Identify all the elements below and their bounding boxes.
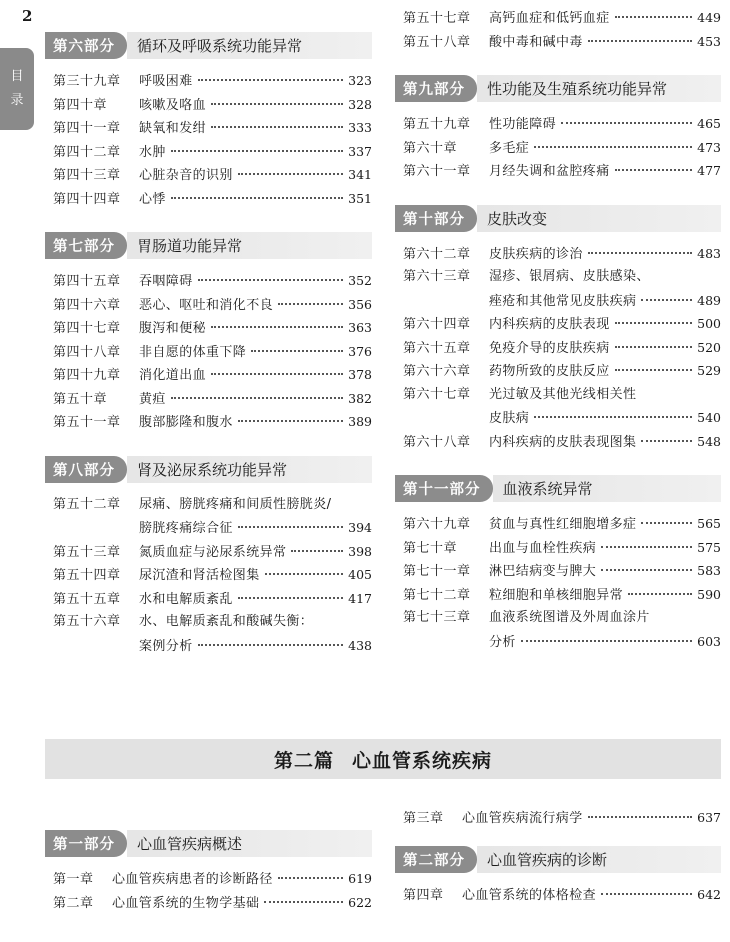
toc-entry <box>395 806 721 830</box>
page-ref: 449 <box>697 10 721 25</box>
chapter-title: 心脏杂音的识别 <box>139 168 233 183</box>
toc-entry <box>45 610 372 634</box>
part-label: 第六部分 <box>45 32 127 59</box>
chapter-title: 心血管疾病患者的诊断路径 <box>112 872 273 887</box>
volume-title: 心血管系统疾病 <box>352 749 493 772</box>
chapter-title: 吞咽障碍 <box>139 274 193 289</box>
page-ref: 417 <box>348 590 372 606</box>
part-label: 第二部分 <box>395 846 477 873</box>
section-gap <box>45 210 372 232</box>
chapter-number: 第四十六章 <box>53 297 121 313</box>
chapter-title: 黄疸 <box>139 391 166 407</box>
chapter-number: 第四十章 <box>53 97 108 113</box>
chapter-title: 腹部膨隆和腹水 <box>139 415 233 430</box>
part-header <box>395 846 721 873</box>
leader-dots <box>171 197 343 199</box>
part-title: 胃肠道功能异常 <box>127 232 372 259</box>
page-ref: 575 <box>697 539 721 555</box>
toc-entry <box>45 140 372 164</box>
chapter-title: 痤疮和其他常见皮肤疾病 <box>489 293 637 309</box>
chapter-title: 心悸 <box>139 191 166 207</box>
leader-dots <box>601 546 692 548</box>
chapter-title: 咳嗽及咯血 <box>139 97 207 113</box>
page-ref: 341 <box>348 167 372 182</box>
page-ref: 465 <box>697 116 721 131</box>
toc-entry <box>45 410 372 434</box>
toc-right-column-bottom <box>395 806 721 906</box>
leader-dots <box>171 397 343 399</box>
page-ref: 352 <box>348 273 372 288</box>
page-ref: 453 <box>697 33 721 49</box>
chapter-number: 第七十二章 <box>403 587 471 603</box>
toc-entry <box>45 69 372 93</box>
part-title: 性功能及生殖系统功能异常 <box>477 75 721 102</box>
leader-dots <box>628 593 692 595</box>
section-gap <box>395 53 721 75</box>
chapter-title: 尿沉渣和肾活检图集 <box>139 568 260 583</box>
part-title: 心血管疾病概述 <box>127 830 372 857</box>
chapter-number: 第六十三章 <box>403 269 471 284</box>
toc-entry <box>45 163 372 187</box>
chapter-number: 第六十七章 <box>403 386 471 402</box>
chapter-title: 月经失调和盆腔疼痛 <box>489 164 610 179</box>
chapter-title: 水和电解质紊乱 <box>139 591 233 607</box>
chapter-number: 第四十五章 <box>53 274 121 289</box>
chapter-title: 非自愿的体重下降 <box>139 344 247 360</box>
chapter-number: 第四十三章 <box>53 168 121 183</box>
toc-entry <box>45 493 372 517</box>
toc-entry <box>45 269 372 293</box>
chapter-number: 第六十四章 <box>403 317 471 332</box>
toc-entry <box>395 883 721 907</box>
chapter-title: 免疫介导的皮肤疾病 <box>489 340 610 356</box>
chapter-title: 粒细胞和单核细胞异常 <box>489 587 624 603</box>
toc-entry <box>45 867 372 891</box>
part-label: 第十部分 <box>395 205 477 232</box>
toc-entry <box>395 430 721 454</box>
page-ref: 603 <box>697 633 721 649</box>
page-ref: 378 <box>348 367 372 382</box>
leader-dots <box>601 893 692 895</box>
chapter-number: 第二章 <box>53 895 94 911</box>
chapter-number: 第五十一章 <box>53 415 121 430</box>
leader-dots <box>198 79 344 81</box>
chapter-title: 湿疹、银屑病、皮肤感染、 <box>489 269 650 284</box>
chapter-number: 第三十九章 <box>53 74 121 89</box>
page-ref: 619 <box>348 871 372 886</box>
leader-dots <box>601 569 692 571</box>
section-gap <box>395 453 721 475</box>
toc-entry <box>395 406 721 430</box>
toc-entry <box>45 516 372 540</box>
leader-dots <box>278 877 343 879</box>
chapter-title: 氮质血症与泌尿系统异常 <box>139 544 287 560</box>
page-ref: 389 <box>348 414 372 429</box>
page-ref: 500 <box>697 316 721 331</box>
toc-entry <box>45 387 372 411</box>
chapter-title: 血液系统图谱及外周血涂片 <box>489 610 650 625</box>
chapter-number: 第一章 <box>53 872 94 887</box>
page-ref: 565 <box>697 516 721 531</box>
chapter-title: 皮肤病 <box>489 411 530 426</box>
leader-dots <box>615 169 693 171</box>
chapter-number: 第四十九章 <box>53 368 121 383</box>
chapter-number: 第七十一章 <box>403 564 471 579</box>
volume-banner <box>45 739 721 779</box>
leader-dots <box>561 122 692 124</box>
toc-entry <box>45 340 372 364</box>
chapter-title: 尿痛、膀胱疼痛和间质性膀胱炎/ <box>139 496 332 512</box>
chapter-title: 恶心、呕吐和消化不良 <box>139 297 274 313</box>
chapter-number: 第六十一章 <box>403 164 471 179</box>
chapter-number: 第五十章 <box>53 391 108 407</box>
leader-dots <box>198 644 344 646</box>
page-ref: 438 <box>348 637 372 653</box>
leader-dots <box>641 299 692 301</box>
chapter-title: 分析 <box>489 634 516 650</box>
page-ref: 637 <box>697 810 721 825</box>
chapter-title: 药物所致的皮肤反应 <box>489 364 610 379</box>
chapter-title: 性功能障碍 <box>489 117 557 132</box>
chapter-number: 第五十三章 <box>53 544 121 560</box>
page-ref: 529 <box>697 363 721 378</box>
toc-right-column <box>395 6 721 653</box>
page-ref: 520 <box>697 339 721 355</box>
toc-entry <box>395 630 721 654</box>
toc-entry <box>45 634 372 658</box>
toc-entry <box>45 93 372 117</box>
chapter-title: 高钙血症和低钙血症 <box>489 11 610 26</box>
toc-entry <box>395 383 721 407</box>
page-ref: 489 <box>697 292 721 308</box>
leader-dots <box>588 252 692 254</box>
chapter-title: 消化道出血 <box>139 368 207 383</box>
page-ref: 405 <box>348 567 372 582</box>
page-ref: 590 <box>697 586 721 602</box>
part-label: 第一部分 <box>45 830 127 857</box>
toc-entry <box>395 112 721 136</box>
chapter-title: 呼吸困难 <box>139 74 193 89</box>
toc-entry <box>395 359 721 383</box>
page-ref: 328 <box>348 96 372 112</box>
page-ref: 642 <box>697 886 721 902</box>
part-title: 心血管疾病的诊断 <box>477 846 721 873</box>
chapter-title: 心血管系统的生物学基础 <box>112 895 260 911</box>
leader-dots <box>238 597 343 599</box>
page-ref: 382 <box>348 390 372 406</box>
page-ref: 483 <box>697 245 721 261</box>
part-header <box>395 75 721 102</box>
leader-dots <box>211 103 343 105</box>
toc-entry <box>395 512 721 536</box>
part-header <box>45 232 372 259</box>
section-gap <box>395 183 721 205</box>
chapter-number: 第六十八章 <box>403 434 471 450</box>
toc-entry <box>45 293 372 317</box>
chapter-number: 第四十七章 <box>53 321 121 336</box>
chapter-title: 出血与血栓性疾病 <box>489 540 597 556</box>
toc-entry <box>395 583 721 607</box>
leader-dots <box>211 126 343 128</box>
toc-entry <box>395 159 721 183</box>
chapter-number: 第七十三章 <box>403 610 471 625</box>
part-label: 第九部分 <box>395 75 477 102</box>
page-ref: 337 <box>348 143 372 159</box>
section-gap <box>395 830 721 846</box>
leader-dots <box>278 303 343 305</box>
chapter-title: 光过敏及其他光线相关性 <box>489 386 637 402</box>
page-ref: 583 <box>697 563 721 578</box>
chapter-title: 内科疾病的皮肤表现图集 <box>489 434 637 450</box>
toc-entry <box>395 606 721 630</box>
toc-entry <box>45 116 372 140</box>
chapter-title: 水肿 <box>139 144 166 160</box>
chapter-number: 第六十五章 <box>403 340 471 356</box>
leader-dots <box>211 326 343 328</box>
toc-entry <box>45 563 372 587</box>
leader-dots <box>615 322 693 324</box>
part-title: 皮肤改变 <box>477 205 721 232</box>
chapter-title: 内科疾病的皮肤表现 <box>489 317 610 332</box>
chapter-title: 多毛症 <box>489 140 530 156</box>
side-tab-char: 录 <box>10 93 24 108</box>
page-ref: 477 <box>697 163 721 178</box>
chapter-number: 第五十六章 <box>53 614 121 629</box>
part-header <box>395 475 721 502</box>
page-ref: 351 <box>348 190 372 206</box>
section-gap <box>45 434 372 456</box>
toc-left-column <box>45 32 372 657</box>
page-ref: 473 <box>697 139 721 155</box>
part-header <box>45 32 372 59</box>
leader-dots <box>615 369 693 371</box>
chapter-number: 第五十五章 <box>53 591 121 607</box>
toc-entry <box>395 336 721 360</box>
part-title: 循环及呼吸系统功能异常 <box>127 32 372 59</box>
page-ref: 363 <box>348 320 372 335</box>
chapter-title: 心血管系统的体格检查 <box>462 887 597 903</box>
leader-dots <box>521 640 692 642</box>
part-title: 肾及泌尿系统功能异常 <box>127 456 372 483</box>
page-ref: 394 <box>348 520 372 535</box>
chapter-title: 心血管疾病流行病学 <box>462 811 583 826</box>
chapter-number: 第五十七章 <box>403 11 471 26</box>
part-label: 第八部分 <box>45 456 127 483</box>
chapter-title: 缺氧和发绀 <box>139 121 207 136</box>
toc-left-column-bottom <box>45 830 372 914</box>
toc-entry <box>45 316 372 340</box>
toc-side-tab <box>0 48 34 130</box>
chapter-title: 膀胱疼痛综合征 <box>139 521 233 536</box>
toc-entry <box>395 289 721 313</box>
leader-dots <box>238 526 343 528</box>
chapter-number: 第五十八章 <box>403 34 471 50</box>
leader-dots <box>211 373 343 375</box>
chapter-number: 第四十二章 <box>53 144 121 160</box>
toc-entry <box>45 540 372 564</box>
toc-entry <box>395 536 721 560</box>
chapter-title: 案例分析 <box>139 638 193 654</box>
chapter-title: 酸中毒和碱中毒 <box>489 34 583 50</box>
volume-label: 第二篇 <box>273 749 334 772</box>
page-ref: 540 <box>697 410 721 425</box>
page-ref: 356 <box>348 296 372 312</box>
toc-entry <box>395 136 721 160</box>
page-ref: 376 <box>348 343 372 359</box>
chapter-number: 第六十章 <box>403 140 458 156</box>
chapter-title: 淋巴结病变与脾大 <box>489 564 597 579</box>
part-label: 第七部分 <box>45 232 127 259</box>
chapter-number: 第五十二章 <box>53 496 121 512</box>
chapter-title: 水、电解质紊乱和酸碱失衡： <box>139 614 314 629</box>
toc-entry <box>395 559 721 583</box>
toc-entry <box>45 891 372 915</box>
page-ref: 622 <box>348 894 372 910</box>
leader-dots <box>291 550 343 552</box>
leader-dots <box>265 573 344 575</box>
toc-entry <box>395 6 721 30</box>
chapter-number: 第五十九章 <box>403 117 471 132</box>
page-ref: 548 <box>697 433 721 449</box>
chapter-number: 第四十一章 <box>53 121 121 136</box>
part-header <box>45 456 372 483</box>
toc-entry <box>395 30 721 54</box>
chapter-number: 第六十六章 <box>403 364 471 379</box>
page-number: 2 <box>22 7 33 25</box>
chapter-number: 第四章 <box>403 887 444 903</box>
leader-dots <box>641 440 692 442</box>
chapter-number: 第七十章 <box>403 540 458 556</box>
toc-entry <box>395 265 721 289</box>
chapter-number: 第三章 <box>403 811 444 826</box>
side-tab-char: 目 <box>10 69 24 84</box>
toc-entry <box>395 242 721 266</box>
toc-entry <box>45 187 372 211</box>
leader-dots <box>615 346 693 348</box>
part-header <box>45 830 372 857</box>
chapter-number: 第四十四章 <box>53 191 121 207</box>
chapter-number: 第六十九章 <box>403 517 471 532</box>
chapter-title: 贫血与真性红细胞增多症 <box>489 517 637 532</box>
page-ref: 323 <box>348 73 372 88</box>
leader-dots <box>588 816 693 818</box>
leader-dots <box>238 173 343 175</box>
part-header <box>395 205 721 232</box>
toc-entry <box>45 587 372 611</box>
leader-dots <box>588 40 692 42</box>
leader-dots <box>534 146 692 148</box>
leader-dots <box>615 16 693 18</box>
toc-entry <box>395 312 721 336</box>
leader-dots <box>171 150 343 152</box>
leader-dots <box>264 901 343 903</box>
leader-dots <box>641 522 692 524</box>
chapter-number: 第六十二章 <box>403 246 471 262</box>
page-ref: 333 <box>348 120 372 135</box>
toc-entry <box>45 363 372 387</box>
chapter-title: 皮肤疾病的诊治 <box>489 246 583 262</box>
chapter-number: 第四十八章 <box>53 344 121 360</box>
leader-dots <box>534 416 692 418</box>
part-title: 血液系统异常 <box>493 475 722 502</box>
page-ref: 398 <box>348 543 372 559</box>
part-label: 第十一部分 <box>395 475 493 502</box>
leader-dots <box>251 350 343 352</box>
chapter-number: 第五十四章 <box>53 568 121 583</box>
chapter-title: 腹泻和便秘 <box>139 321 207 336</box>
leader-dots <box>238 420 343 422</box>
leader-dots <box>198 279 344 281</box>
